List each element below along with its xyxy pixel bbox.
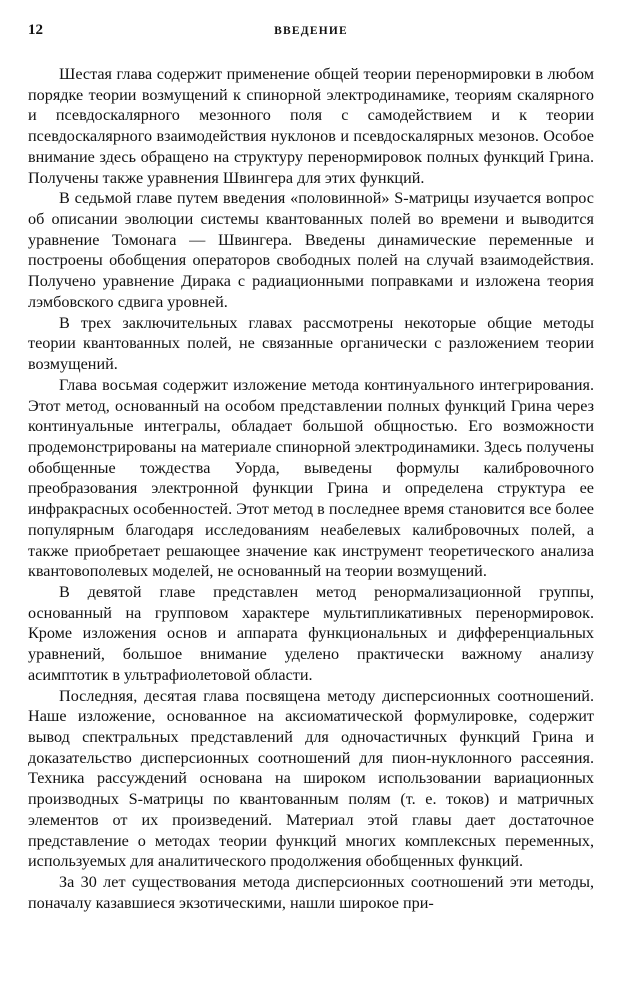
paragraph-dispersion-history: За 30 лет существования метода дисперсионных соотношений эти методы, поначалу казавшиеся экзотическими, нашли широкое при-	[28, 873, 594, 912]
body-text	[28, 64, 594, 913]
paragraph-chapter-6: Шестая глава содержит применение общей теории перенормировки в любом порядке теории возмущений к спинорной электродинамике, теориям скалярного и псевдоскалярного мезонного поля с самодействием и к теории псевдоскалярного взаимодействия нуклонов и псевдоскалярных мезонов. Особое внимание здесь обращено на структуру перенормировок полных функций Грина. Получены также уравнения Швингера для этих функций.	[28, 65, 594, 187]
paragraph-chapter-7: В седьмой главе путем введения «половинной» S-матрицы изучается вопрос об описании эволюции системы квантованных полей во времени и выводится уравнение Томонага — Швингера. Введены динамические переменные и построены обобщения операторов свободных полей на случай взаимодействия. Получено уравнение Дирака с радиационными поправками и изложена теория лэмбовского сдвига уровней.	[28, 189, 594, 311]
paragraph-final-chapters: В трех заключительных главах рассмотрены некоторые общие методы теории квантованных полей, не связанные органически с разложением теории возмущений.	[28, 313, 594, 374]
paragraph-chapter-10: Последняя, десятая глава посвящена методу дисперсионных соотношений. Наше изложение, основанное на аксиоматической формулировке, содержит вывод спектральных представлений для одночастичных функций Грина и доказательство дисперсионных соотношений для пион-нуклонного рассеяния. Техника рассуждений основана на широком использовании вариационных производных S-матрицы по квантованным полям (т. е. токов) и матричных элементов от их произведений. Материал этой главы дает достаточное представление о методах теории функций многих комплексных переменных, используемых для аналитического продолжения обобщенных функций.	[28, 686, 594, 871]
page-number: 12	[28, 22, 43, 38]
paragraph-chapter-9: В девятой главе представлен метод ренормализационной группы, основанный на групповом характере мультипликативных перенормировок. Кроме изложения основ и аппарата функциональных и дифференциальных уравнений, большое внимание уделено практически важному анализу асимптотик в ультрафиолетовой области.	[28, 582, 594, 684]
page-header	[28, 22, 594, 44]
paragraph-chapter-8: Глава восьмая содержит изложение метода континуального интегрирования. Этот метод, основанный на особом представлении полных функций Грина через континуальные интегралы, обладает большой общностью. Его возможности продемонстрированы на материале спинорной электродинамики. Здесь получены обобщенные тождества Уорда, выведены формулы калибровочного преобразования электронной функции Грина и определена структура ее инфракрасных особенностей. Этот метод в последнее время становится все более популярным благодаря исследованиям неабелевых калибровочных полей, а также приобретает решающее значение как инструмент теоретического анализа квантовополевых моделей, не основанный на теории возмущений.	[28, 375, 594, 581]
running-head: ВВЕДЕНИЕ	[274, 25, 348, 37]
